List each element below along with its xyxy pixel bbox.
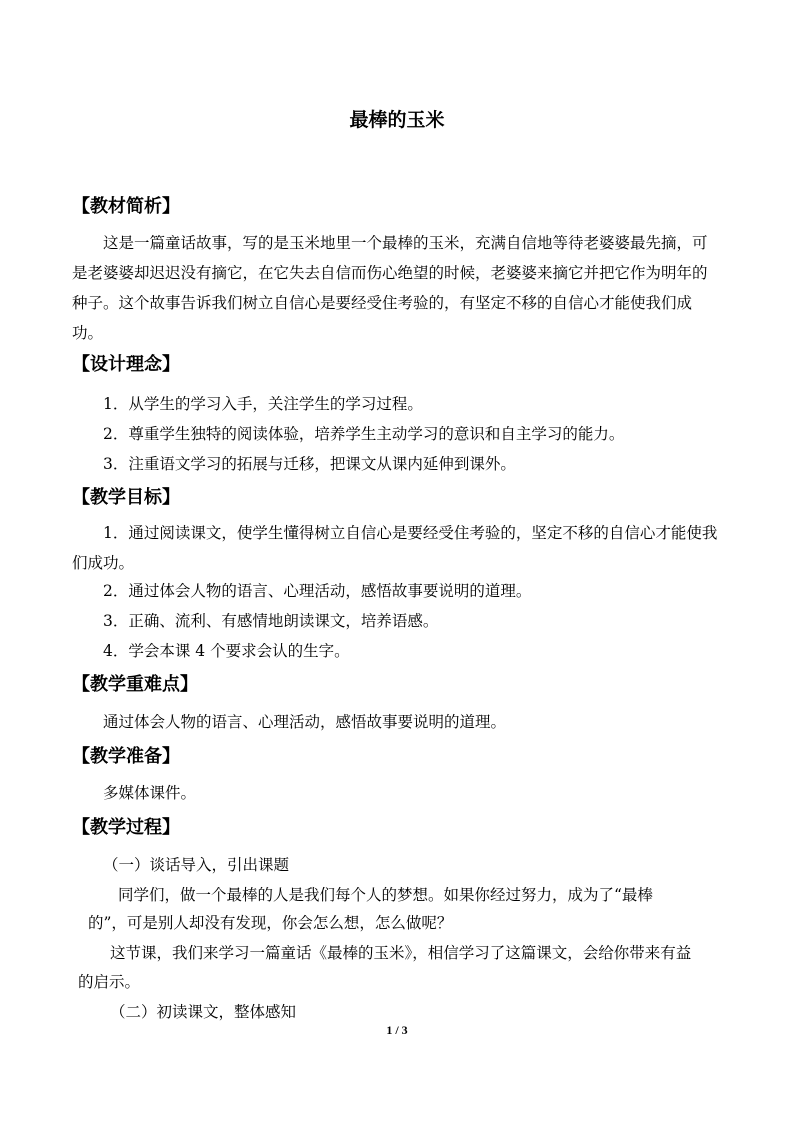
process-step-2: （二）初读课文，整体感知 — [110, 1003, 297, 1021]
design-concept-item-3: 3．注重语文学习的拓展与迁移，把课文从课内延伸到课外。 — [103, 455, 516, 473]
section-heading-teaching-goals: 【教学目标】 — [72, 487, 180, 508]
process-step-1-para-1-line-1: 同学们，做一个最棒的人是我们每个人的梦想。如果你经过努力，成为了“最棒 — [118, 886, 653, 904]
section-heading-textbook-analysis: 【教材简析】 — [72, 196, 180, 217]
section-heading-teaching-process: 【教学过程】 — [72, 817, 180, 838]
section-heading-key-points: 【教学重难点】 — [72, 674, 198, 695]
teaching-goals-item-2: 2．通过体会人物的语言、心理活动，感悟故事要说明的道理。 — [103, 582, 532, 600]
document-title: 最棒的玉米 — [349, 109, 445, 131]
textbook-analysis-paragraph: 这是一篇童话故事，写的是玉米地里一个最棒的玉米，充满自信地等待老婆婆最先摘，可是老婆婆却迟迟没有摘它，在它失去自信而伤心绝望的时候，老婆婆来摘它并把它作为明年的种子。这个故事告诉我们树立自信心是要经受住考验的，有坚定不移的自信心才能使我们成功。 — [72, 234, 708, 342]
process-step-1: （一）谈话导入，引出课题 — [103, 856, 290, 874]
design-concept-item-1: 1．从学生的学习入手，关注学生的学习过程。 — [103, 395, 423, 413]
design-concept-item-2: 2．尊重学生独特的阅读体验，培养学生主动学习的意识和自主学习的能力。 — [103, 425, 625, 443]
page-number: 1 / 3 — [386, 1023, 408, 1037]
teaching-goals-item-3: 3．正确、流利、有感情地朗读课文，培养语感。 — [103, 612, 439, 630]
preparation-text: 多媒体课件。 — [103, 784, 197, 802]
teaching-goals-item-1: 1．通过阅读课文，使学生懂得树立自信心是要经受住考验的，坚定不移的自信心才能使我们成功。 — [72, 524, 718, 572]
process-step-1-para-1-line-2: 的”，可是别人却没有发现，你会怎么想，怎么做呢？ — [88, 914, 453, 932]
process-step-1-para-2-line-2: 的启示。 — [78, 973, 141, 991]
key-points-text: 通过体会人物的语言、心理活动，感悟故事要说明的道理。 — [103, 713, 507, 731]
teaching-goals-item-4: 4．学会本课 4 个要求会认的生字。 — [103, 642, 350, 660]
process-step-1-para-2-line-1: 这节课，我们来学习一篇童话《最棒的玉米》，相信学习了这篇课文，会给你带来有益 — [110, 944, 692, 962]
section-heading-design-concept: 【设计理念】 — [72, 354, 180, 375]
section-heading-preparation: 【教学准备】 — [72, 746, 180, 767]
